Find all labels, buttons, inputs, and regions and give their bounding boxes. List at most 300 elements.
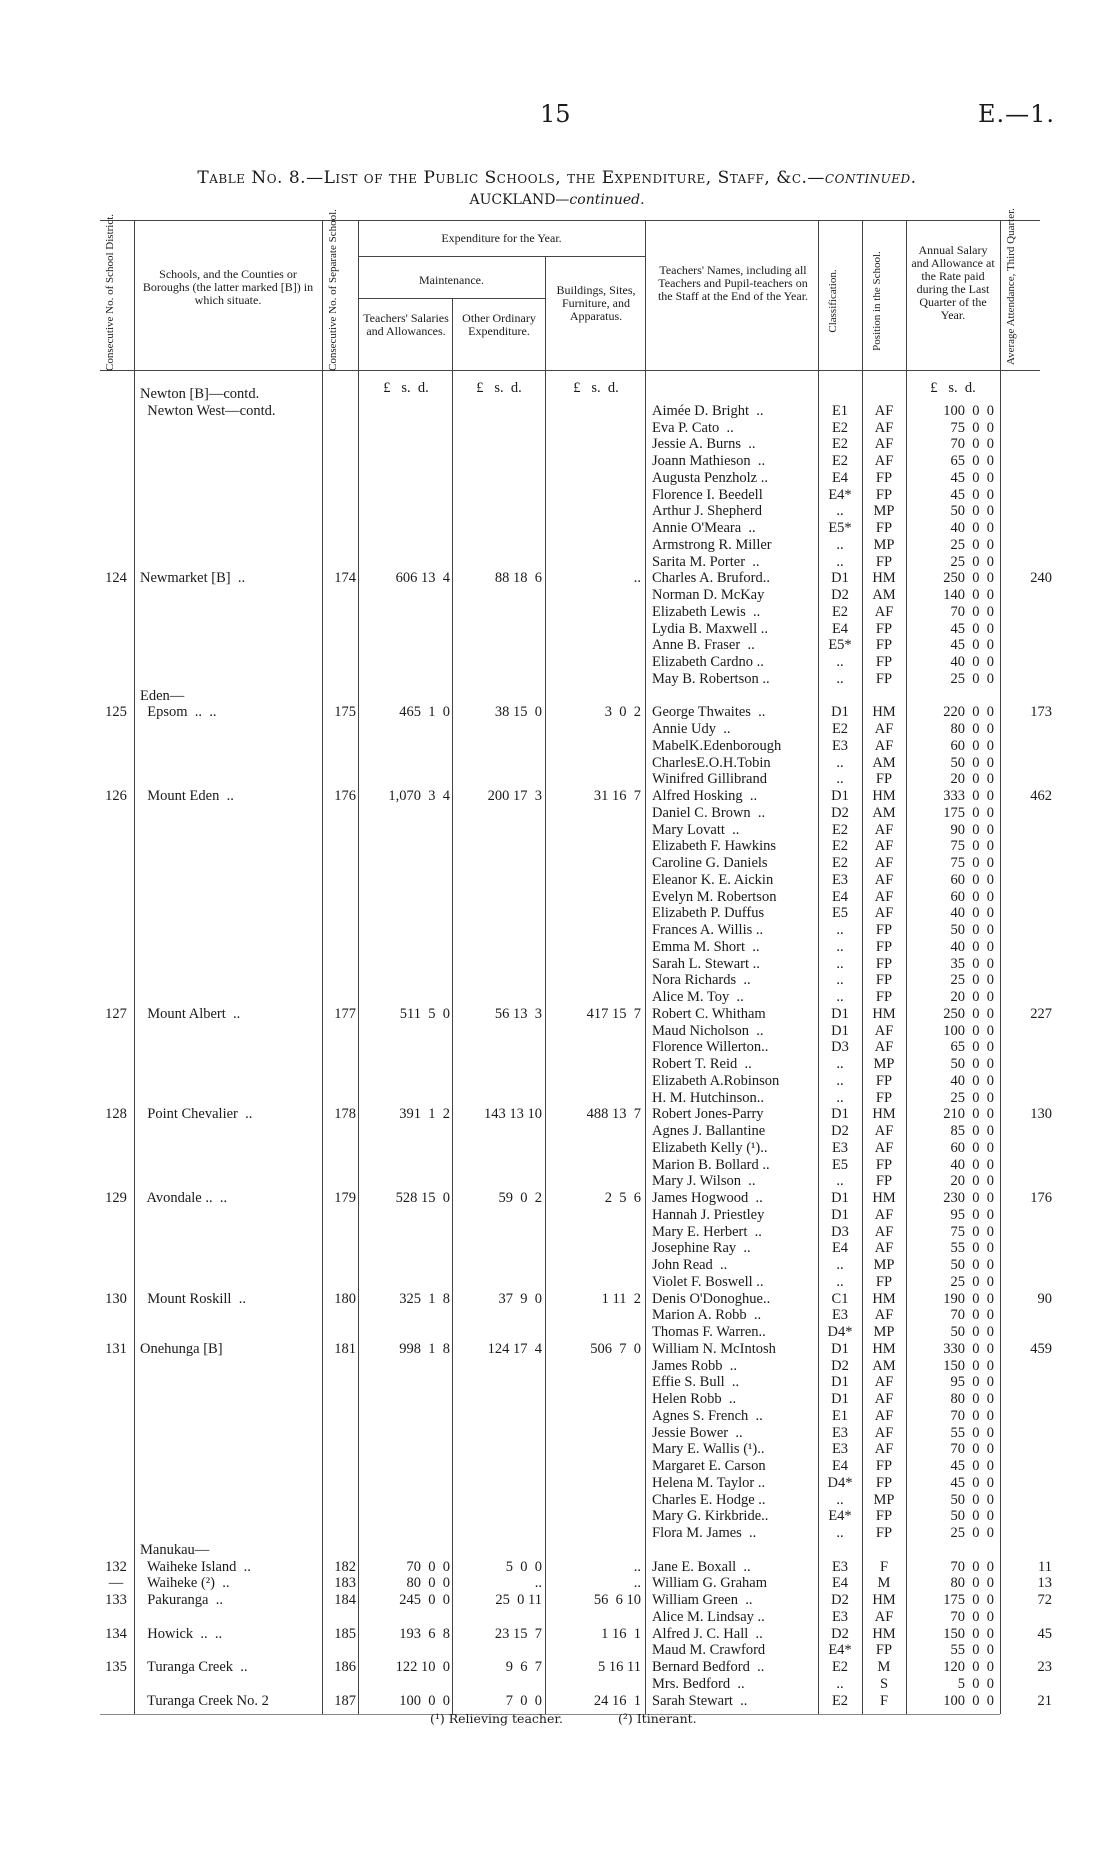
cell-separate-no: 179: [334, 1190, 356, 1206]
cell-teacher-name: Elizabeth Cardno ..: [652, 654, 764, 670]
cell-district-no: 124: [105, 570, 127, 587]
cell-salary: 45 0 0: [950, 1474, 994, 1491]
cell-position: MP: [873, 503, 895, 520]
cell-salary: 40 0 0: [950, 938, 994, 955]
col-rule: [645, 220, 646, 1714]
cell-teachers-salaries: 606 13 4: [395, 570, 450, 587]
cell-other-expenditure: ..: [534, 1575, 542, 1592]
cell-position: FP: [875, 1458, 893, 1474]
cell-salary: 35 0 0: [950, 955, 994, 972]
header-buildings: Buildings, Sites, Furniture, and Apparatus.: [556, 283, 636, 323]
header-bottom-rule: [100, 370, 1040, 371]
cell-classification: E3: [831, 871, 849, 888]
cell-classification: D2: [831, 1357, 849, 1374]
cell-separate-no: 185: [334, 1625, 356, 1642]
header-classification: Classification.: [827, 269, 839, 333]
cell-teacher-name: Eva P. Cato ..: [652, 419, 734, 436]
cell-teacher-name: Margaret E. Carson: [652, 1458, 766, 1474]
cell-classification: ..: [836, 1089, 844, 1106]
cell-position: AF: [874, 402, 894, 419]
table-title: [0, 168, 1114, 188]
cell-salary: 55 0 0: [950, 1642, 994, 1659]
cell-salary: 40 0 0: [950, 1072, 994, 1089]
cell-salary: 40 0 0: [950, 905, 994, 922]
cell-classification: ..: [836, 553, 844, 570]
currency-label-other: £ s. d.: [476, 380, 522, 396]
cell-teacher-name: Alice M. Lindsay ..: [652, 1608, 765, 1625]
cell-classification: E3: [831, 1558, 849, 1575]
cell-classification: E4*: [828, 486, 852, 503]
cell-teacher-name: James Hogwood ..: [652, 1190, 763, 1206]
cell-salary: 80 0 0: [950, 1575, 994, 1592]
cell-district-no: —: [108, 1575, 124, 1592]
cell-salary: 20 0 0: [950, 1173, 994, 1190]
cell-position: AF: [874, 1139, 894, 1156]
cell-salary: 60 0 0: [950, 1139, 994, 1156]
cell-school: Onehunga [B]: [140, 1340, 223, 1357]
cell-salary: 120 0 0: [943, 1659, 994, 1675]
cell-teacher-name: Daniel C. Brown ..: [652, 804, 766, 821]
cell-position: AF: [874, 821, 894, 838]
cell-salary: 55 0 0: [950, 1240, 994, 1257]
cell-school: Turanga Creek No. 2: [140, 1692, 269, 1709]
cell-position: M: [877, 1659, 891, 1675]
cell-attendance: 227: [1030, 1005, 1052, 1022]
cell-salary: 25 0 0: [950, 1525, 994, 1541]
cell-other-expenditure: 200 17 3: [487, 788, 542, 804]
col-rule: [322, 220, 323, 1714]
cell-classification: E2: [831, 603, 849, 620]
cell-salary: 210 0 0: [943, 1106, 994, 1123]
cell-attendance: 13: [1037, 1575, 1052, 1592]
cell-position: F: [879, 1692, 889, 1709]
cell-salary: 220 0 0: [943, 704, 994, 721]
cell-salary: 50 0 0: [950, 922, 994, 938]
cell-classification: E3: [831, 1307, 849, 1324]
cell-separate-no: 175: [334, 704, 356, 721]
cell-separate-no: 176: [334, 788, 356, 804]
cell-separate-no: 184: [334, 1592, 356, 1608]
cell-classification: ..: [836, 955, 844, 972]
cell-attendance: 173: [1030, 704, 1052, 721]
title-main: Table No. 8.—List of the Public Schools, the Expenditure, Staff, &c.—: [197, 168, 825, 188]
cell-teacher-name: Agnes S. French ..: [652, 1407, 763, 1424]
cell-position: FP: [875, 654, 893, 670]
cell-salary: 25 0 0: [950, 1273, 994, 1290]
cell-classification: E5*: [828, 520, 852, 536]
cell-position: AF: [874, 905, 894, 922]
cell-school: Waiheke (²) ..: [140, 1575, 230, 1592]
cell-school: Newmarket [B] ..: [140, 570, 246, 587]
col-rule: [1000, 220, 1001, 1714]
cell-salary: 60 0 0: [950, 871, 994, 888]
cell-classification: ..: [836, 771, 844, 788]
cell-teacher-name: Annie Udy ..: [652, 721, 731, 737]
col-rule: [134, 220, 135, 1714]
cell-position: MP: [873, 1257, 895, 1273]
cell-classification: ..: [836, 654, 844, 670]
cell-position: AF: [874, 855, 894, 871]
cell-classification: D4*: [827, 1324, 853, 1340]
cell-salary: 65 0 0: [950, 453, 994, 469]
cell-separate-no: 183: [334, 1575, 356, 1592]
cell-salary: 45 0 0: [950, 486, 994, 503]
cell-teacher-name: CharlesE.O.H.Tobin: [652, 754, 771, 771]
cell-position: HM: [872, 1625, 896, 1642]
cell-classification: E2: [831, 821, 849, 838]
cell-teacher-name: H. M. Hutchinson..: [652, 1089, 764, 1106]
cell-classification: D3: [831, 1223, 849, 1240]
cell-salary: 50 0 0: [950, 503, 994, 520]
cell-salary: 20 0 0: [950, 989, 994, 1005]
cell-teacher-name: Flora M. James ..: [652, 1525, 757, 1541]
cell-salary: 95 0 0: [950, 1206, 994, 1223]
cell-classification: E4: [831, 1575, 849, 1592]
cell-district-no: 133: [105, 1592, 127, 1608]
cell-position: AF: [874, 737, 894, 754]
cell-classification: ..: [836, 1173, 844, 1190]
cell-position: AF: [874, 1307, 894, 1324]
cell-district-no: 132: [105, 1558, 127, 1575]
cell-salary: 75 0 0: [950, 1223, 994, 1240]
cell-teachers-salaries: 465 1 0: [399, 704, 450, 721]
cell-separate-no: 181: [334, 1340, 356, 1357]
cell-classification: ..: [836, 938, 844, 955]
cell-salary: 140 0 0: [943, 587, 994, 603]
cell-classification: ..: [836, 1257, 844, 1273]
cell-classification: E1: [831, 1407, 849, 1424]
cell-teacher-name: Jessie A. Burns ..: [652, 436, 756, 453]
cell-buildings: 1 11 2: [601, 1290, 641, 1307]
cell-teacher-name: Sarah L. Stewart ..: [652, 955, 760, 972]
page-number: 15: [540, 100, 571, 128]
cell-classification: E2: [831, 721, 849, 737]
cell-salary: 95 0 0: [950, 1374, 994, 1391]
cell-salary: 45 0 0: [950, 620, 994, 637]
cell-attendance: 462: [1030, 788, 1052, 804]
cell-teacher-name: Aimée D. Bright ..: [652, 402, 764, 419]
cell-position: HM: [872, 788, 896, 804]
cell-teacher-name: Mary E. Herbert ..: [652, 1223, 762, 1240]
cell-position: HM: [872, 1005, 896, 1022]
cell-position: F: [879, 1558, 889, 1575]
cell-classification: D1: [831, 1106, 849, 1123]
cell-salary: 70 0 0: [950, 603, 994, 620]
cell-buildings: 24 16 1: [593, 1692, 641, 1709]
cell-classification: E4: [831, 620, 849, 637]
cell-position: FP: [875, 938, 893, 955]
cell-position: AM: [872, 754, 896, 771]
cell-salary: 150 0 0: [943, 1357, 994, 1374]
cell-teacher-name: Elizabeth F. Hawkins: [652, 838, 777, 855]
cell-school: Pakuranga ..: [140, 1592, 223, 1608]
cell-teacher-name: Maud M. Crawford: [652, 1642, 766, 1659]
cell-school: Mount Roskill ..: [140, 1290, 246, 1307]
cell-position: AF: [874, 1223, 894, 1240]
cell-teacher-name: Denis O'Donoghue..: [652, 1290, 771, 1307]
cell-buildings: ..: [633, 1558, 641, 1575]
cell-classification: E2: [831, 838, 849, 855]
cell-classification: D1: [831, 1190, 849, 1206]
cell-teacher-name: Robert Jones-Parry: [652, 1106, 764, 1123]
cell-classification: ..: [836, 1491, 844, 1508]
cell-salary: 100 0 0: [943, 402, 994, 419]
cell-classification: D1: [831, 788, 849, 804]
page-code: E.—1.: [978, 100, 1056, 128]
cell-teacher-name: Helen Robb ..: [652, 1391, 737, 1407]
cell-position: MP: [873, 1056, 895, 1072]
cell-classification: ..: [836, 989, 844, 1005]
cell-salary: 25 0 0: [950, 536, 994, 553]
header-teachers-salaries: Teachers' Salaries and Allowances.: [363, 311, 449, 338]
cell-salary: 250 0 0: [943, 570, 994, 587]
header-teachers-names: Teachers' Names, including all Teachers and Pupil-teachers on the Staff at the End of the Year.: [657, 263, 809, 303]
cell-position: AM: [872, 804, 896, 821]
cell-teacher-name: John Read ..: [652, 1257, 728, 1273]
cell-teachers-salaries: 998 1 8: [399, 1340, 450, 1357]
cell-position: AF: [874, 436, 894, 453]
header-attendance: Average Attendance, Third Quarter.: [1005, 208, 1017, 365]
cell-salary: 250 0 0: [943, 1005, 994, 1022]
cell-other-expenditure: 56 13 3: [494, 1005, 542, 1022]
cell-teacher-name: William G. Graham: [652, 1575, 767, 1592]
cell-classification: E2: [831, 419, 849, 436]
cell-teacher-name: Sarah Stewart ..: [652, 1692, 748, 1709]
cell-salary: 25 0 0: [950, 553, 994, 570]
cell-position: FP: [875, 637, 893, 654]
cell-other-expenditure: 59 0 2: [498, 1190, 542, 1206]
cell-position: AM: [872, 587, 896, 603]
cell-classification: D2: [831, 1625, 849, 1642]
cell-teacher-name: Joann Mathieson ..: [652, 453, 766, 469]
cell-classification: ..: [836, 754, 844, 771]
cell-classification: D1: [831, 570, 849, 587]
cell-classification: D1: [831, 1340, 849, 1357]
cell-salary: 330 0 0: [943, 1340, 994, 1357]
cell-salary: 50 0 0: [950, 754, 994, 771]
cell-buildings: 56 6 10: [593, 1592, 641, 1608]
cell-position: AF: [874, 721, 894, 737]
cell-position: AF: [874, 603, 894, 620]
cell-teachers-salaries: 193 6 8: [399, 1625, 450, 1642]
cell-other-expenditure: 23 15 7: [494, 1625, 542, 1642]
cell-school: Turanga Creek ..: [140, 1659, 248, 1675]
cell-salary: 150 0 0: [943, 1625, 994, 1642]
cell-teacher-name: Josephine Ray ..: [652, 1240, 751, 1257]
cell-school: Howick .. ..: [140, 1625, 223, 1642]
cell-other-expenditure: 88 18 6: [494, 570, 542, 587]
cell-teachers-salaries: 528 15 0: [395, 1190, 450, 1206]
cell-teacher-name: Florence I. Beedell: [652, 486, 763, 503]
cell-classification: E2: [831, 1692, 849, 1709]
cell-attendance: 459: [1030, 1340, 1052, 1357]
cell-classification: E4: [831, 1240, 849, 1257]
cell-salary: 90 0 0: [950, 821, 994, 838]
currency-label-buildings: £ s. d.: [573, 380, 619, 396]
cell-teacher-name: Caroline G. Daniels: [652, 855, 768, 871]
cell-classification: D1: [831, 1005, 849, 1022]
cell-teacher-name: Mary Lovatt ..: [652, 821, 740, 838]
cell-attendance: 90: [1037, 1290, 1052, 1307]
cell-school: Point Chevalier ..: [140, 1106, 253, 1123]
cell-school: Waiheke Island ..: [140, 1558, 251, 1575]
cell-other-expenditure: 143 13 10: [484, 1106, 542, 1123]
cell-position: FP: [875, 989, 893, 1005]
cell-position: FP: [875, 620, 893, 637]
cell-salary: 190 0 0: [943, 1290, 994, 1307]
cell-school: Newton West—contd.: [140, 402, 276, 419]
cell-other-expenditure: 37 9 0: [498, 1290, 542, 1307]
cell-position: FP: [875, 469, 893, 486]
cell-salary: 70 0 0: [950, 1441, 994, 1458]
cell-position: FP: [875, 1173, 893, 1190]
cell-position: AF: [874, 453, 894, 469]
cell-other-expenditure: 25 0 11: [495, 1592, 542, 1608]
cell-classification: ..: [836, 1675, 844, 1692]
cell-classification: ..: [836, 972, 844, 989]
cell-position: AF: [874, 419, 894, 436]
cell-classification: E5: [831, 905, 849, 922]
cell-teacher-name: Bernard Bedford ..: [652, 1659, 765, 1675]
cell-position: FP: [875, 1474, 893, 1491]
cell-separate-no: 178: [334, 1106, 356, 1123]
cell-teacher-name: Annie O'Meara ..: [652, 520, 756, 536]
cell-classification: ..: [836, 1273, 844, 1290]
cell-salary: 55 0 0: [950, 1424, 994, 1441]
cell-salary: 50 0 0: [950, 1491, 994, 1508]
cell-teachers-salaries: 325 1 8: [399, 1290, 450, 1307]
cell-salary: 100 0 0: [943, 1022, 994, 1039]
header-salary: Annual Salary and Allowance at the Rate paid during the Last Quarter of the Year.: [911, 243, 995, 322]
cell-attendance: 23: [1037, 1659, 1052, 1675]
cell-teacher-name: Mrs. Bedford ..: [652, 1675, 745, 1692]
cell-teacher-name: Lydia B. Maxwell ..: [652, 620, 768, 637]
cell-teacher-name: Florence Willerton..: [652, 1039, 769, 1056]
header-district-no: Consecutive No. of School District.: [104, 213, 116, 371]
cell-teacher-name: Maud Nicholson ..: [652, 1022, 764, 1039]
cell-attendance: 21: [1037, 1692, 1052, 1709]
cell-position: FP: [875, 972, 893, 989]
cell-teacher-name: Elizabeth A.Robinson: [652, 1072, 780, 1089]
cell-salary: 70 0 0: [950, 436, 994, 453]
cell-salary: 65 0 0: [950, 1039, 994, 1056]
cell-position: HM: [872, 1190, 896, 1206]
cell-position: FP: [875, 1072, 893, 1089]
cell-teacher-name: James Robb ..: [652, 1357, 737, 1374]
cell-teacher-name: Charles A. Bruford..: [652, 570, 770, 587]
cell-teacher-name: Elizabeth Kelly (¹)..: [652, 1139, 768, 1156]
cell-salary: 25 0 0: [950, 1089, 994, 1106]
cell-teachers-salaries: 245 0 0: [399, 1592, 450, 1608]
cell-position: AF: [874, 1022, 894, 1039]
cell-buildings: ..: [633, 570, 641, 587]
cell-school: Epsom .. ..: [140, 704, 217, 721]
cell-salary: 70 0 0: [950, 1558, 994, 1575]
cell-separate-no: 187: [334, 1692, 356, 1709]
cell-salary: 50 0 0: [950, 1508, 994, 1525]
cell-position: AF: [874, 1123, 894, 1139]
cell-teacher-name: Robert C. Whitham: [652, 1005, 766, 1022]
cell-other-expenditure: 5 0 0: [505, 1558, 542, 1575]
cell-salary: 50 0 0: [950, 1257, 994, 1273]
currency-label-salary: £ s. d.: [930, 380, 976, 396]
cell-classification: E2: [831, 436, 849, 453]
cell-teacher-name: Hannah J. Priestley: [652, 1206, 765, 1223]
cell-classification: D3: [831, 1039, 849, 1056]
cell-teacher-name: Anne B. Fraser ..: [652, 637, 755, 654]
cell-position: AF: [874, 1424, 894, 1441]
cell-teacher-name: William N. McIntosh: [652, 1340, 776, 1357]
cell-position: FP: [875, 670, 893, 687]
cell-district-no: 134: [105, 1625, 127, 1642]
cell-teachers-salaries: 1,070 3 4: [388, 788, 450, 804]
cell-salary: 85 0 0: [950, 1123, 994, 1139]
header-position: Position in the School.: [871, 251, 883, 351]
cell-classification: E3: [831, 1441, 849, 1458]
cell-salary: 40 0 0: [950, 1156, 994, 1173]
cell-salary: 75 0 0: [950, 838, 994, 855]
cell-teacher-name: Alice M. Toy ..: [652, 989, 744, 1005]
cell-teacher-name: Eleanor K. E. Aickin: [652, 871, 774, 888]
cell-position: FP: [875, 1273, 893, 1290]
cell-attendance: 240: [1030, 570, 1052, 587]
cell-salary: 75 0 0: [950, 855, 994, 871]
cell-teacher-name: May B. Robertson ..: [652, 670, 770, 687]
cell-separate-no: 174: [334, 570, 356, 587]
cell-salary: 100 0 0: [943, 1692, 994, 1709]
cell-other-expenditure: 124 17 4: [487, 1340, 542, 1357]
cell-buildings: 2 5 6: [604, 1190, 641, 1206]
header-expenditure: Expenditure for the Year.: [441, 231, 562, 245]
cell-position: AF: [874, 838, 894, 855]
cell-position: HM: [872, 704, 896, 721]
cell-teachers-salaries: 100 0 0: [399, 1692, 450, 1709]
cell-teacher-name: Elizabeth P. Duffus: [652, 905, 765, 922]
cell-classification: D4*: [827, 1474, 853, 1491]
cell-salary: 60 0 0: [950, 888, 994, 905]
cell-teacher-name: Charles E. Hodge ..: [652, 1491, 766, 1508]
cell-position: HM: [872, 1290, 896, 1307]
cell-teachers-salaries: 391 1 2: [399, 1106, 450, 1123]
cell-salary: 45 0 0: [950, 637, 994, 654]
cell-district-no: 125: [105, 704, 127, 721]
cell-separate-no: 186: [334, 1659, 356, 1675]
cell-position: AF: [874, 1608, 894, 1625]
header-school: Schools, and the Counties or Boroughs (the latter marked [B]) in which situate.: [142, 267, 314, 307]
cell-position: FP: [875, 1089, 893, 1106]
cell-classification: E3: [831, 1608, 849, 1625]
cell-salary: 175 0 0: [943, 804, 994, 821]
cell-classification: D2: [831, 587, 849, 603]
table-subtitle: [0, 192, 1114, 208]
cell-teacher-name: Alfred J. C. Hall ..: [652, 1625, 763, 1642]
cell-classification: ..: [836, 670, 844, 687]
cell-school: Mount Albert ..: [140, 1005, 241, 1022]
cell-teacher-name: William Green ..: [652, 1592, 753, 1608]
cell-position: S: [879, 1675, 889, 1692]
cell-attendance: 176: [1030, 1190, 1052, 1206]
cell-teacher-name: Jessie Bower ..: [652, 1424, 743, 1441]
col-rule: [545, 256, 546, 1714]
cell-salary: 50 0 0: [950, 1324, 994, 1340]
cell-position: MP: [873, 1324, 895, 1340]
cell-position: FP: [875, 553, 893, 570]
subtitle-main: AUCKLAND—: [469, 192, 570, 208]
cell-district-no: 130: [105, 1290, 127, 1307]
cell-position: MP: [873, 1491, 895, 1508]
cell-position: AF: [874, 1391, 894, 1407]
cell-teacher-name: Elizabeth Lewis ..: [652, 603, 761, 620]
